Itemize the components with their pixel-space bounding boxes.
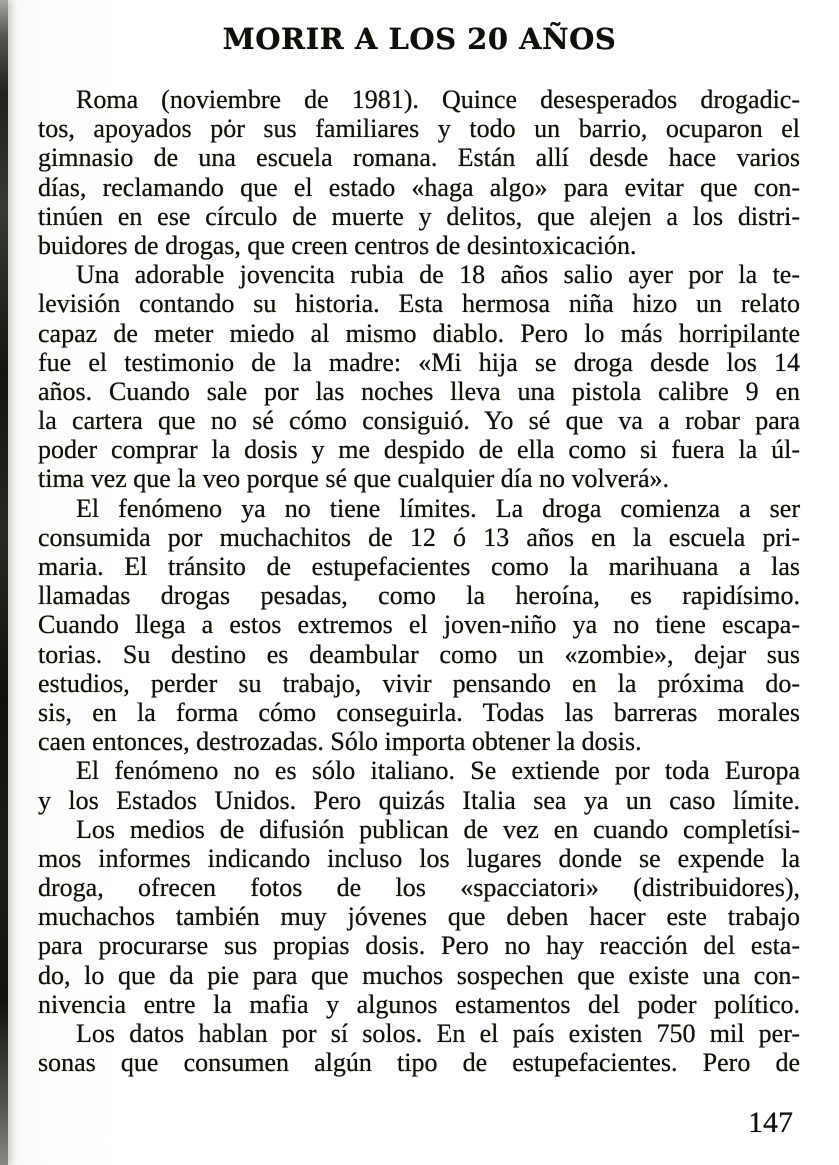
text-line: mos informes indicando incluso los lugares donde se expende la [38, 843, 800, 873]
page-number: 147 [748, 1106, 793, 1139]
text-line: droga, ofrecen fotos de los «spacciatori» (distribuidores), [38, 873, 800, 903]
text-line: tos, apoyados pȯr sus familiares y todo un barrio, ocuparon el [38, 114, 800, 144]
text-line: caen entonces, destrozadas. Sólo importa obtener la dosis. [38, 727, 642, 757]
text-line: poder comprar la dosis y me despido de ella como si fuera la úl- [38, 435, 800, 465]
text-line: estudios, perder su trabajo, vivir pensando en la próxima do- [38, 668, 800, 698]
text-line: El fenómeno no es sólo italiano. Se extiende por toda Europa [76, 756, 800, 786]
text-line: tima vez que la veo porque sé que cualquier día no volverá». [38, 464, 669, 494]
text-line: consumida por muchachitos de 12 ó 13 años en la escuela pri- [38, 522, 800, 552]
text-line: años. Cuando sale por las noches lleva una pistola calibre 9 en [38, 376, 800, 406]
text-line: muchachos también muy jóvenes que deben hacer este trabajo [38, 902, 800, 932]
text-line: llamadas drogas pesadas, como la heroína, es rapidísimo. [38, 581, 800, 611]
text-line: nivencia entre la mafia y algunos estamentos del poder político. [38, 989, 800, 1019]
text-line: buidores de drogas, que creen centros de desintoxicación. [38, 230, 637, 260]
text-line: Cuando llega a estos extremos el joven-niño ya no tiene escapa- [38, 610, 800, 640]
text-line: maria. El tránsito de estupefacientes como la marihuana a las [38, 552, 800, 581]
text-line: fue el testimonio de la madre: «Mi hija se droga desde los 14 [38, 347, 800, 377]
text-line: para procurarse sus propias dosis. Pero no hay reacción del esta- [38, 931, 800, 961]
text-line: Los datos hablan por sí solos. En el país existen 750 mil per- [76, 1019, 800, 1048]
text-line: Los medios de difusión publican de vez en cuando completísi- [76, 814, 800, 844]
text-line: días, reclamando que el estado «haga algo» para evitar que con- [38, 172, 800, 202]
text-line: levisión contando su historia. Esta hermosa niña hizo un relato [38, 289, 800, 319]
text-line: sis, en la forma cómo conseguirla. Todas las barreras morales [38, 697, 800, 727]
text-line: torias. Su destino es deambular como un «zombie», dejar sus [38, 639, 800, 669]
text-line: sonas que consumen algún tipo de estupefacientes. Pero de [38, 1048, 800, 1078]
text-line: El fenómeno ya no tiene límites. La droga comienza a ser [76, 493, 800, 523]
text-line: Roma (noviembre de 1981). Quince desesperados drogadic- [76, 85, 800, 114]
text-line: gimnasio de una escuela romana. Están allí desde hace varios [38, 143, 800, 173]
text-line: capaz de meter miedo al mismo diablo. Pero lo más horripilante [38, 318, 800, 348]
text-line: la cartera que no sé cómo consiguió. Yo sé que va a robar para [38, 406, 800, 436]
scan-binding-edge [0, 0, 8, 1165]
text-line: Una adorable jovencita rubia de 18 años salio ayer por la te- [76, 260, 800, 290]
text-line: y los Estados Unidos. Pero quizás Italia sea ya un caso límite. [38, 785, 800, 815]
text-line: do, lo que da pie para que muchos sospechen que existe una con- [38, 960, 800, 990]
text-line: tinúen en ese círculo de muerte y delitos, que alejen a los distri- [38, 201, 800, 231]
page-title: MORIR A LOS 20 AÑOS [222, 22, 617, 56]
page-body [38, 85, 800, 1077]
